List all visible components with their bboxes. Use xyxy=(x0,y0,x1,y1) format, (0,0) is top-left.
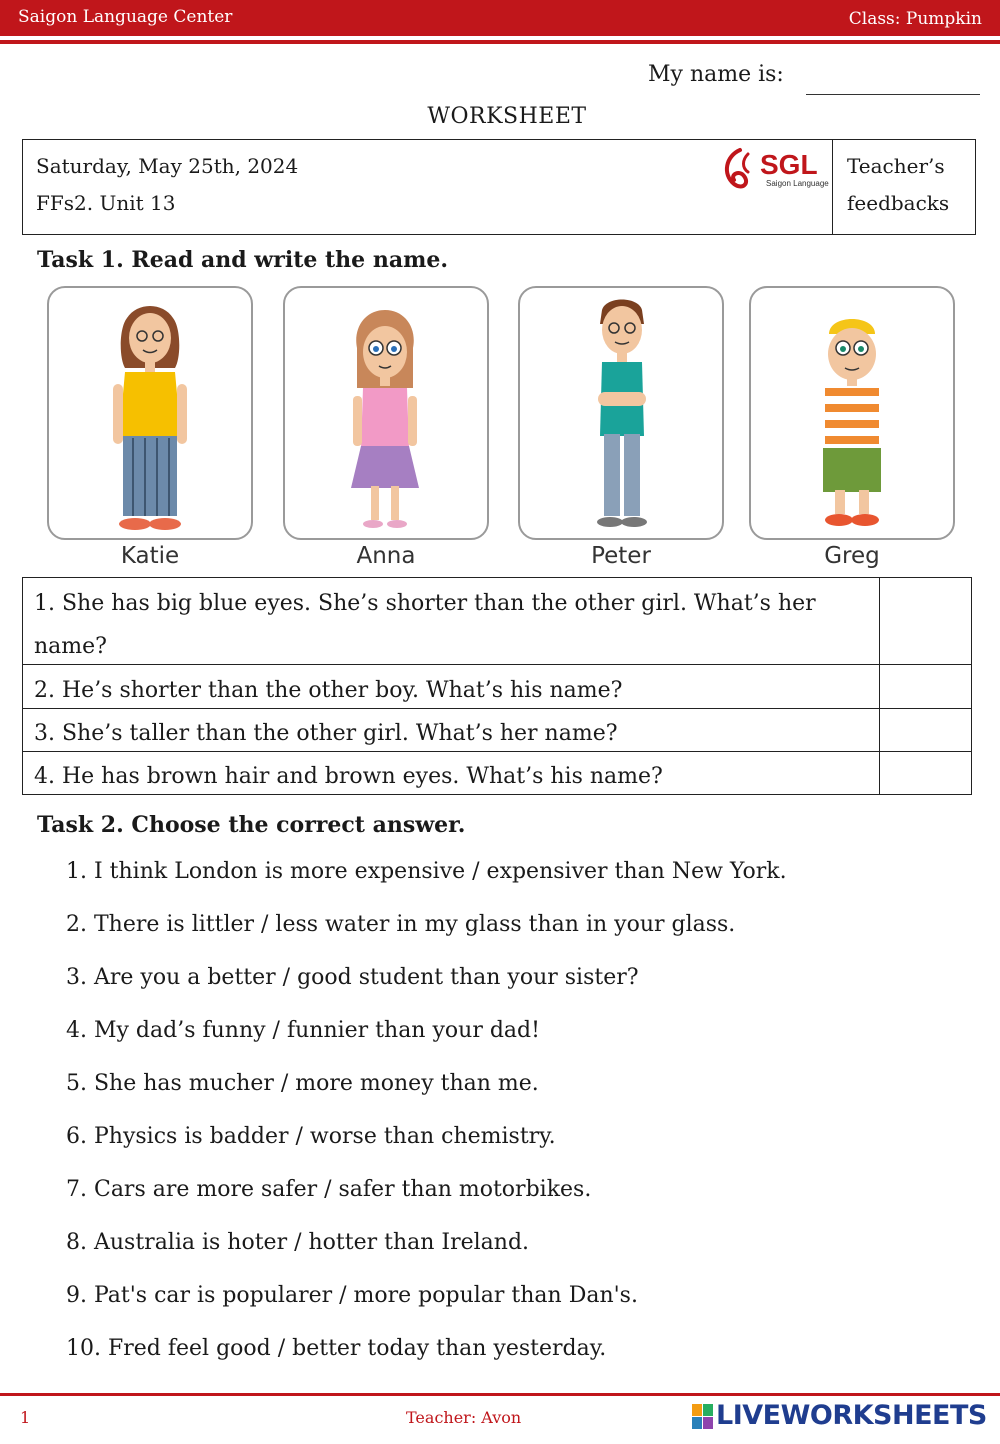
answer-box-1[interactable] xyxy=(881,579,970,663)
peter-illustration xyxy=(520,288,722,538)
page-title: WORKSHEET xyxy=(427,104,587,129)
character-card-katie xyxy=(47,286,253,540)
answer-box-3[interactable] xyxy=(881,710,970,750)
class-label: Class: Pumpkin xyxy=(848,9,982,29)
task1-question: 4. He has brown hair and brown eyes. What’s his name? xyxy=(34,764,663,789)
task2-item[interactable]: 3. Are you a better / good student than your sister? xyxy=(66,965,639,990)
task2-item[interactable]: 5. She has mucher / more money than me. xyxy=(66,1071,539,1096)
page-number: 1 xyxy=(20,1408,31,1427)
logo-subtext: Saigon Language xyxy=(766,179,829,188)
footer-rule xyxy=(0,1393,1000,1396)
name-input-line[interactable] xyxy=(806,94,980,95)
task1-title: Task 1. Read and write the name. xyxy=(37,247,449,273)
teacher-name: Teacher: Avon xyxy=(406,1408,522,1427)
character-name-greg: Greg xyxy=(824,543,880,569)
answer-column-divider xyxy=(879,577,880,795)
task2-item[interactable]: 8. Australia is hoter / hotter than Ireland. xyxy=(66,1230,530,1255)
task2-item[interactable]: 10. Fred feel good / better today than yesterday. xyxy=(66,1336,607,1361)
logo-text: SGL xyxy=(760,149,818,180)
liveworksheets-icon xyxy=(692,1404,714,1430)
task1-question: 2. He’s shorter than the other boy. What’s his name? xyxy=(34,678,623,703)
katie-illustration xyxy=(49,288,251,538)
greg-illustration xyxy=(751,288,953,538)
task1-question: 1. She has big blue eyes. She’s shorter than the other girl. What’s her name? xyxy=(34,591,816,659)
sgl-logo xyxy=(720,144,830,192)
character-card-greg xyxy=(749,286,955,540)
task2-item[interactable]: 2. There is littler / less water in my glass than in your glass. xyxy=(66,912,736,937)
answer-box-2[interactable] xyxy=(881,666,970,707)
feedback-label-line2: feedbacks xyxy=(847,191,950,215)
task2-item[interactable]: 7. Cars are more safer / safer than motorbikes. xyxy=(66,1177,592,1202)
anna-illustration xyxy=(285,288,487,538)
header-rule xyxy=(0,40,1000,44)
task2-title: Task 2. Choose the correct answer. xyxy=(37,812,466,838)
character-card-peter xyxy=(518,286,724,540)
character-card-anna xyxy=(283,286,489,540)
center-name: Saigon Language Center xyxy=(18,7,233,27)
task2-item[interactable]: 6. Physics is badder / worse than chemistry. xyxy=(66,1124,556,1149)
feedback-label-line1: Teacher’s xyxy=(847,154,945,178)
my-name-label: My name is: xyxy=(648,62,784,87)
lesson-date: Saturday, May 25th, 2024 xyxy=(36,154,299,178)
task2-item[interactable]: 1. I think London is more expensive / expensiver than New York. xyxy=(66,859,787,884)
task1-question: 3. She’s taller than the other girl. What’s her name? xyxy=(34,721,618,746)
task2-item[interactable]: 4. My dad’s funny / funnier than your dad! xyxy=(66,1018,540,1043)
character-name-anna: Anna xyxy=(356,543,416,569)
character-name-katie: Katie xyxy=(120,543,180,569)
liveworksheets-logo[interactable]: LIVEWORKSHEETS xyxy=(716,1400,987,1431)
info-box-divider xyxy=(832,139,833,235)
task2-item[interactable]: 9. Pat's car is popularer / more popular than Dan's. xyxy=(66,1283,638,1308)
character-name-peter: Peter xyxy=(591,543,651,569)
answer-box-4[interactable] xyxy=(881,753,970,793)
lesson-unit: FFs2. Unit 13 xyxy=(36,191,176,215)
